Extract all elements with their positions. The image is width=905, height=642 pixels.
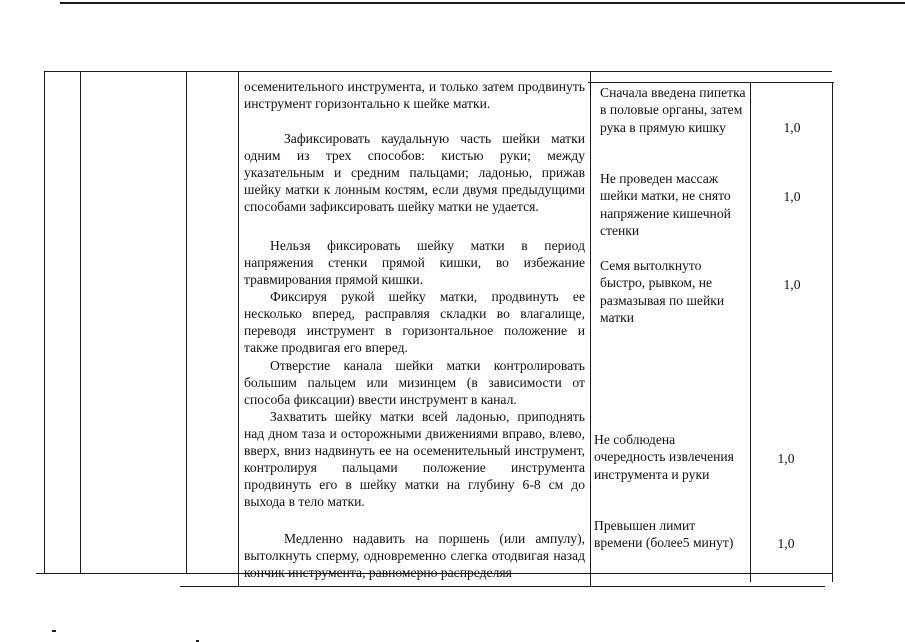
criterion-1-text: Сначала введена пипетка в половые органы, затем рука в прямую кишку	[600, 85, 746, 135]
table-col-line-3	[186, 71, 187, 574]
top-scan-border	[60, 2, 905, 4]
scan-artifact-mark	[52, 630, 56, 632]
criterion-2-text: Не проведен массаж шейки матки, не снято напряжение кишечной стенки	[600, 171, 731, 239]
table-top-border-right	[588, 82, 834, 83]
table-col-line-4	[238, 71, 239, 586]
table-col-line-5	[590, 71, 591, 586]
procedure-paragraph-6: Захватить шейку матки всей ладонью, приподнять над дном таза и осторожными движениями вправо, влево, вверх, вниз надвинуть ее на осеменительный инструмент, контролируя пальцами положение инструмента продвинуть его в шейку матки на глубину 6-8 см до выхода в тело матки.	[244, 409, 585, 510]
bottom-scan-border	[180, 586, 825, 587]
table-top-border	[44, 71, 832, 72]
criterion-5-text: Превышен лимит времени (более5 минут)	[594, 518, 734, 551]
procedure-paragraph-4: Фиксируя рукой шейку матки, продвинуть ее несколько вперед, расправляя складки во влагалище, переводя инструмент в горизонтальное положение и также продвигая его вперед.	[244, 289, 585, 356]
criterion-4-text: Не соблюдена очередность извлечения инструмента и руки	[594, 432, 734, 482]
criterion-5-score: 1,0	[777, 536, 795, 551]
criterion-3-score: 1,0	[783, 277, 801, 292]
criterion-3-text: Семя вытолкнуто быстро, рывком, не размазывая по шейки матки	[600, 258, 725, 326]
table-col-line-2	[80, 71, 81, 574]
criterion-4-score: 1,0	[777, 451, 795, 466]
procedure-paragraph-1: осеменительного инструмента, и только затем продвинуть инструмент горизонтально к шейке матки.	[244, 79, 585, 112]
table-col-line-6	[750, 82, 751, 582]
table-col-line-7	[832, 82, 833, 582]
procedure-paragraph-5: Отверстие канала шейки матки контролировать большим пальцем или мизинцем (в зависимости от способа фиксации) ввести инструмент в канал.	[244, 358, 585, 408]
table-col-line-1	[44, 71, 45, 574]
procedure-paragraph-3: Нельзя фиксировать шейку матки в период напряжения стенки прямой кишки, во избежание травмирования прямой кишки.	[244, 238, 585, 288]
criterion-2-score: 1,0	[783, 189, 801, 204]
procedure-paragraph-7: Медленно надавить на поршень (или ампулу), вытолкнуть сперму, одновременно слегка отодвигая назад кончик инструмента, равномерно распределяя	[244, 531, 585, 581]
criterion-1-score: 1,0	[783, 120, 801, 135]
procedure-paragraph-2: Зафиксировать каудальную часть шейки матки одним из трех способов: кистью руки; между указательным и средним пальцами; ладонью, прижав шейку матки к лонным костям, если двумя предыдущими способами зафиксировать шейку матки не удается.	[244, 131, 585, 215]
